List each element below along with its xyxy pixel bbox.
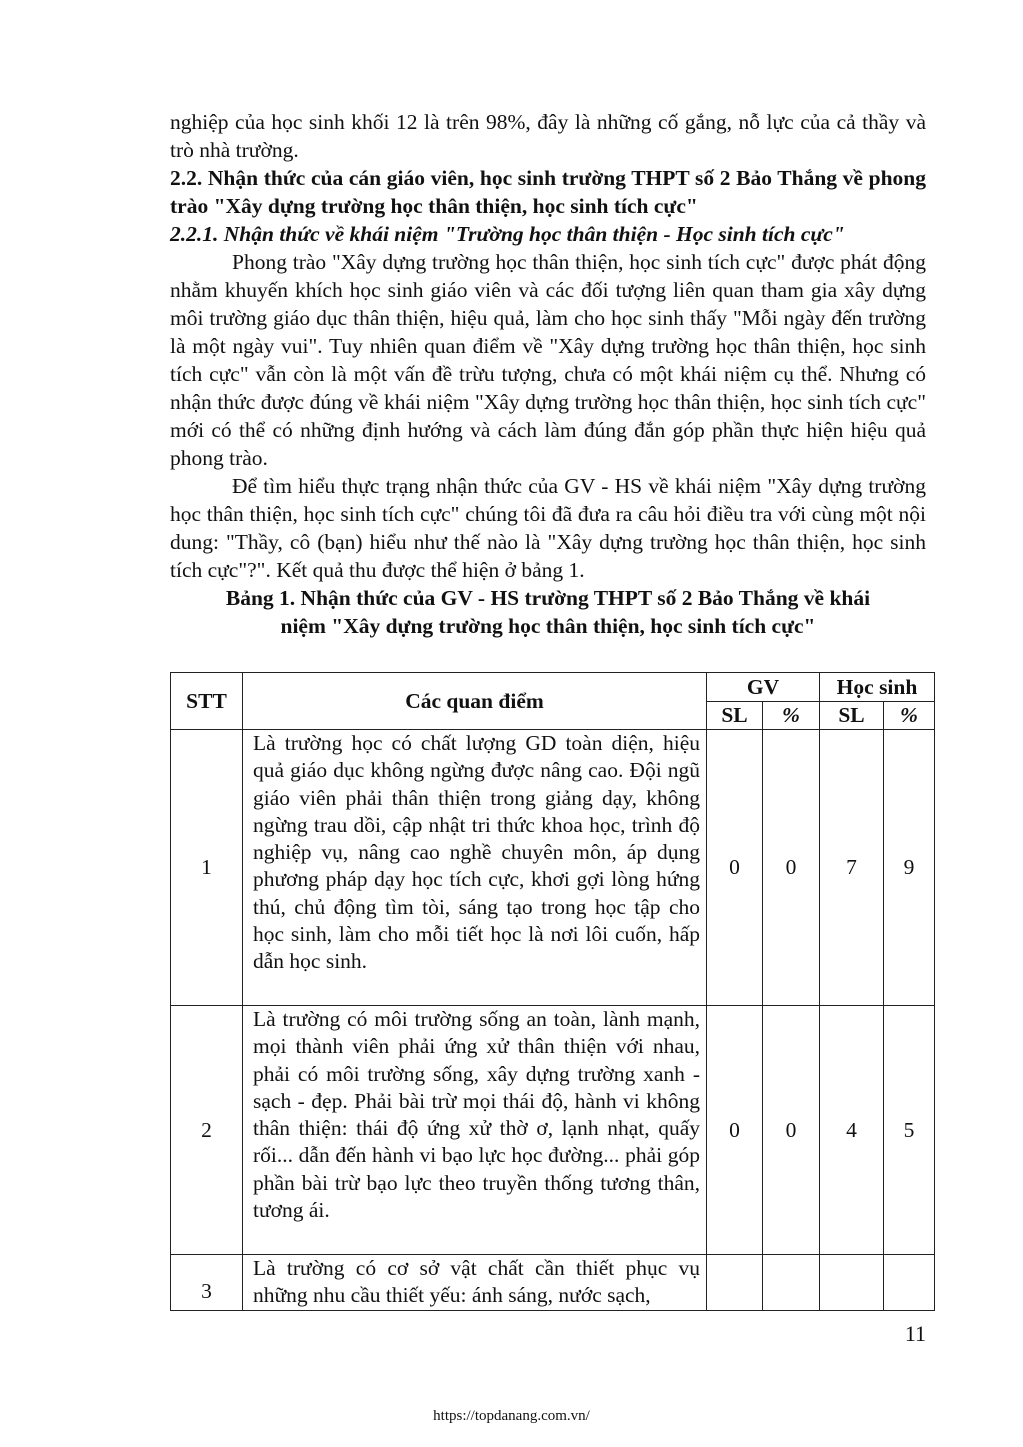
document-body	[170, 108, 926, 640]
row-hs-sl	[820, 1255, 884, 1311]
row-stt: 2	[171, 1006, 243, 1255]
row-stt: 1	[171, 730, 243, 1006]
row-gv-sl: 0	[707, 1006, 763, 1255]
subsection-heading-2-2-1: 2.2.1. Nhận thức về khái niệm "Trường học thân thiện - Học sinh tích cực"	[170, 222, 845, 246]
survey-table	[170, 672, 935, 1311]
table-row	[171, 730, 935, 1006]
body-paragraph-2: Để tìm hiểu thực trạng nhận thức của GV - HS về khái niệm "Xây dựng trường học thân thiện, học sinh tích cực" chúng tôi đã đưa ra câu hỏi điều tra với cùng một nội dung: "Thầy, cô (bạn) hiểu như thế nào là "Xây dựng trường học thân thiện, học sinh tích cực"?". Kết quả thu được thể hiện ở bảng 1.	[170, 474, 926, 582]
header-gv: GV	[707, 673, 820, 702]
header-gv-sl: SL	[707, 702, 763, 730]
footer-url[interactable]: https://topdanang.com.vn/	[433, 1408, 590, 1424]
table-caption-line-2: niệm "Xây dựng trường học thân thiện, học sinh tích cực"	[280, 614, 816, 638]
row-hs-sl: 4	[820, 1006, 884, 1255]
intro-paragraph: nghiệp của học sinh khối 12 là trên 98%, đây là những cố gắng, nỗ lực của cả thầy và trò nhà trường.	[170, 110, 926, 162]
row-gv-percent	[763, 1255, 820, 1311]
row-hs-percent	[884, 1255, 935, 1311]
row-gv-sl	[707, 1255, 763, 1311]
table-row	[171, 1255, 935, 1311]
header-hs-percent: %	[884, 702, 935, 730]
header-stt: STT	[171, 673, 243, 730]
row-hs-percent: 9	[884, 730, 935, 1006]
row-viewpoint-text: Là trường có cơ sở vật chất cần thiết phục vụ những nhu cầu thiết yếu: ánh sáng, nước sạch,	[243, 1255, 707, 1311]
row-viewpoint-text: Là trường học có chất lượng GD toàn diện, hiệu quả giáo dục không ngừng được nâng cao. Đội ngũ giáo viên phải thân thiện trong giảng dạy, không ngừng trau dồi, cập nhật tri thức khoa học, trình độ nghiệp vụ, nâng cao nghề chuyên môn, áp dụng phương pháp dạy học tích cực, khơi gợi lòng hứng thú, chủ động tìm tòi, sáng tạo trong học tập cho học sinh, làm cho mỗi tiết học là nơi lôi cuốn, hấp dẫn học sinh.	[243, 730, 707, 1006]
header-hs-sl: SL	[820, 702, 884, 730]
section-heading-2-2: 2.2. Nhận thức của cán giáo viên, học sinh trường THPT số 2 Bảo Thắng về phong trào "Xây dựng trường học thân thiện, học sinh tích cực"	[170, 166, 926, 218]
row-gv-percent: 0	[763, 1006, 820, 1255]
row-viewpoint-text: Là trường có môi trường sống an toàn, lành mạnh, mọi thành viên phải ứng xử thân thiện với nhau, phải có môi trường sống, xây dựng trường xanh - sạch - đẹp. Phải bài trừ mọi thái độ, hành vi không thân thiện: thái độ ứng xử thờ ơ, lạnh nhạt, quấy rối... dẫn đến hành vi bạo lực học đường... phải góp phần bài trừ bạo lực theo truyền thống tương thân, tương ái.	[243, 1006, 707, 1255]
row-hs-sl: 7	[820, 730, 884, 1006]
header-hoc-sinh: Học sinh	[820, 673, 935, 702]
row-stt: 3	[171, 1255, 243, 1311]
header-viewpoints: Các quan điểm	[243, 673, 707, 730]
page-number: 11	[904, 1321, 926, 1346]
header-gv-percent: %	[763, 702, 820, 730]
table-caption-line-1: Bảng 1. Nhận thức của GV - HS trường THPT số 2 Bảo Thắng về khái	[225, 586, 871, 610]
body-paragraph-1: Phong trào "Xây dựng trường học thân thiện, học sinh tích cực" được phát động nhằm khuyến khích học sinh giáo viên và các đối tượng liên quan tham gia xây dựng môi trường giáo dục thân thiện, hiệu quả, làm cho học sinh thấy "Mỗi ngày đến trường là một ngày vui". Tuy nhiên quan điểm về "Xây dựng trường học thân thiện, học sinh tích cực" vẫn còn là một vấn đề trừu tượng, chưa có một khái niệm cụ thể. Nhưng có nhận thức được đúng về khái niệm "Xây dựng trường học thân thiện, học sinh tích cực" mới có thể có những định hướng và cách làm đúng đắn góp phần thực hiện hiệu quả phong trào.	[170, 250, 926, 470]
row-gv-sl: 0	[707, 730, 763, 1006]
table-row	[171, 1006, 935, 1255]
row-hs-percent: 5	[884, 1006, 935, 1255]
row-gv-percent: 0	[763, 730, 820, 1006]
